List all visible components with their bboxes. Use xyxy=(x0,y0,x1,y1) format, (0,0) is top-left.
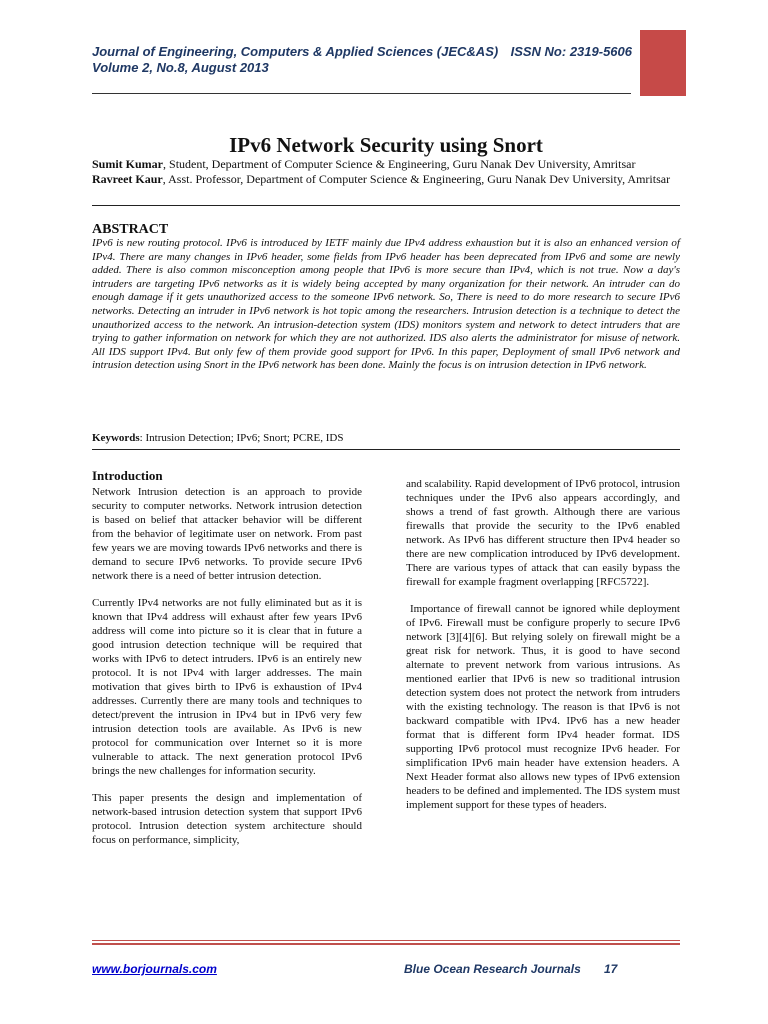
keywords-list: : Intrusion Detection; IPv6; Snort; PCRE, IDS xyxy=(139,432,344,444)
publisher-name: Blue Ocean Research Journals xyxy=(404,962,581,976)
section-heading-introduction: Introduction xyxy=(92,468,163,483)
header-divider xyxy=(92,93,631,94)
body-paragraph: This paper presents the design and implementation of network-based intrusion detection system that support IPv6 protocol. Intrusion detection system architecture should focus on performance, simplicity, xyxy=(92,792,362,846)
header-accent-block xyxy=(640,30,686,96)
journal-title: Journal of Engineering, Computers & Applied Sciences (JEC&AS) xyxy=(92,44,499,59)
author-entry xyxy=(92,157,680,172)
author-list xyxy=(92,157,680,187)
abstract-heading: ABSTRACT xyxy=(92,222,169,237)
paper-title: IPv6 Network Security using Snort xyxy=(229,133,543,157)
footer-divider-thick xyxy=(92,943,680,945)
body-paragraph: Importance of firewall cannot be ignored while deployment of IPv6. Firewall must be configure properly to secure IPv6 network [3][4][6]. But relying solely on firewall might be a great risk for network. Thus, it is good to have second alternate to prevent network from various intrusions. As mentioned earlier that IPv6 is new so traditional intrusion detection system does not protect the network from intruders with the existing technology. The reason is that IPv6 is not backward compatible with IPv4. IPv6 has a new header format that is different form IPv4 header format. IDS supporting IPv6 protocol must recognize IPv6 header. For simplification IPv6 main header have extension headers. A Next Header format also allows new types of IPv6 extension headers to be defined and implemented. The IDS system must implement support for these types of headers. xyxy=(406,603,680,811)
left-column xyxy=(92,468,362,860)
body-paragraph: Currently IPv4 networks are not fully eliminated but as it is known that IPv4 address will exhaust after few years IPv6 address will come into picture so it is clear that in future a good intrusion detection technique will be required that works with IPv6 to detect intruders. IPv6 is an entirely new protocol. It is not IPv4 with larger addresses. The main motivation that gives birth to IPv6 is exhaustion of IPv4 addresses. Currently there are many tools and techniques to detect/prevent the intrusion in IPv4 but in IPv6 very few intrusion detection tools are available. As IPv6 is new protocol for communication over Internet so it is more vulnerable to attack. The next generation protocol IPv6 brings the new challenges for information security. xyxy=(92,597,362,777)
keywords xyxy=(92,431,680,445)
body-paragraph: Network Intrusion detection is an approach to provide security to computer networks. Network intrusion detection is based on belief that attacker behavior will be different from the behavior of legitimate user on network. From past few years we are moving towards IPv6 networks and there is demand to secure IPv6 networks. To provide secure IPv6 network there is a need of better intrusion detection. xyxy=(92,486,362,582)
page-number: 17 xyxy=(604,962,618,976)
right-column xyxy=(406,477,680,825)
issn: ISSN No: 2319-5606 xyxy=(510,44,632,59)
author-name: Sumit Kumar xyxy=(92,157,164,171)
author-name: Ravreet Kaur xyxy=(92,172,163,186)
footer-divider-thin xyxy=(92,940,680,941)
body-paragraph: and scalability. Rapid development of IPv6 protocol, intrusion techniques under the IPv6 also appears accordingly, and shows a trend of fast growth. Although there are various firewalls that provide the security to the IPv6 enabled network. As IPv6 has different structure then IPv4 header so there are new complication introduced by IPv6 development. There are various types of attack that can easily bypass the firewall for example fragment overlapping [RFC5722]. xyxy=(406,478,680,588)
journal-name xyxy=(92,44,512,76)
website-link[interactable]: www.borjournals.com xyxy=(92,962,217,976)
journal-volume: Volume 2, No.8, August 2013 xyxy=(92,60,269,75)
abstract-text: IPv6 is new routing protocol. IPv6 is introduced by IETF mainly due IPv4 address exhaustion but it is also an enhanced version of IPv4. There are many changes in IPv6 header, some fields from IPv6 header has been deprecated from IPv6 and some are newly added. There is also common misconception among people that IPv6 is more secure than IPv4, which is not true. Now a day's intruders are targeting IPv6 networks as it is widely being accepted by many organization for their network. An intruder can do enough damage if it gets unauthorized access to the someone IPv6 network. So, There is need to do more research to secure IPv6 networks. Detecting an intruder in IPv6 network is hot topic among the researchers. Intrusion detection is a technique to detect the unauthorized access to the network. An intrusion-detection system (IDS) monitors system and network to detect intruders that are trying to gather information on network for which they are not authorized. IDS also alerts the administrator for misuse of network. All IDS support IPv4. But only few of them provide good support for IPv6. In this paper, Deployment of small IPv6 network and intrusion detection using Snort in the IPv6 network has been done. Mainly the focus is on intrusion detection in IPv6 network. xyxy=(92,237,680,372)
author-affiliation: , Asst. Professor, Department of Computer Science & Engineering, Guru Nanak Dev University, Amritsar xyxy=(162,172,671,186)
keywords-label: Keywords xyxy=(92,432,140,444)
abstract-divider xyxy=(92,449,680,450)
author-affiliation: , Student, Department of Computer Science & Engineering, Guru Nanak Dev University, Amritsar xyxy=(163,157,636,171)
authors-divider xyxy=(92,205,680,206)
author-entry xyxy=(92,172,680,187)
